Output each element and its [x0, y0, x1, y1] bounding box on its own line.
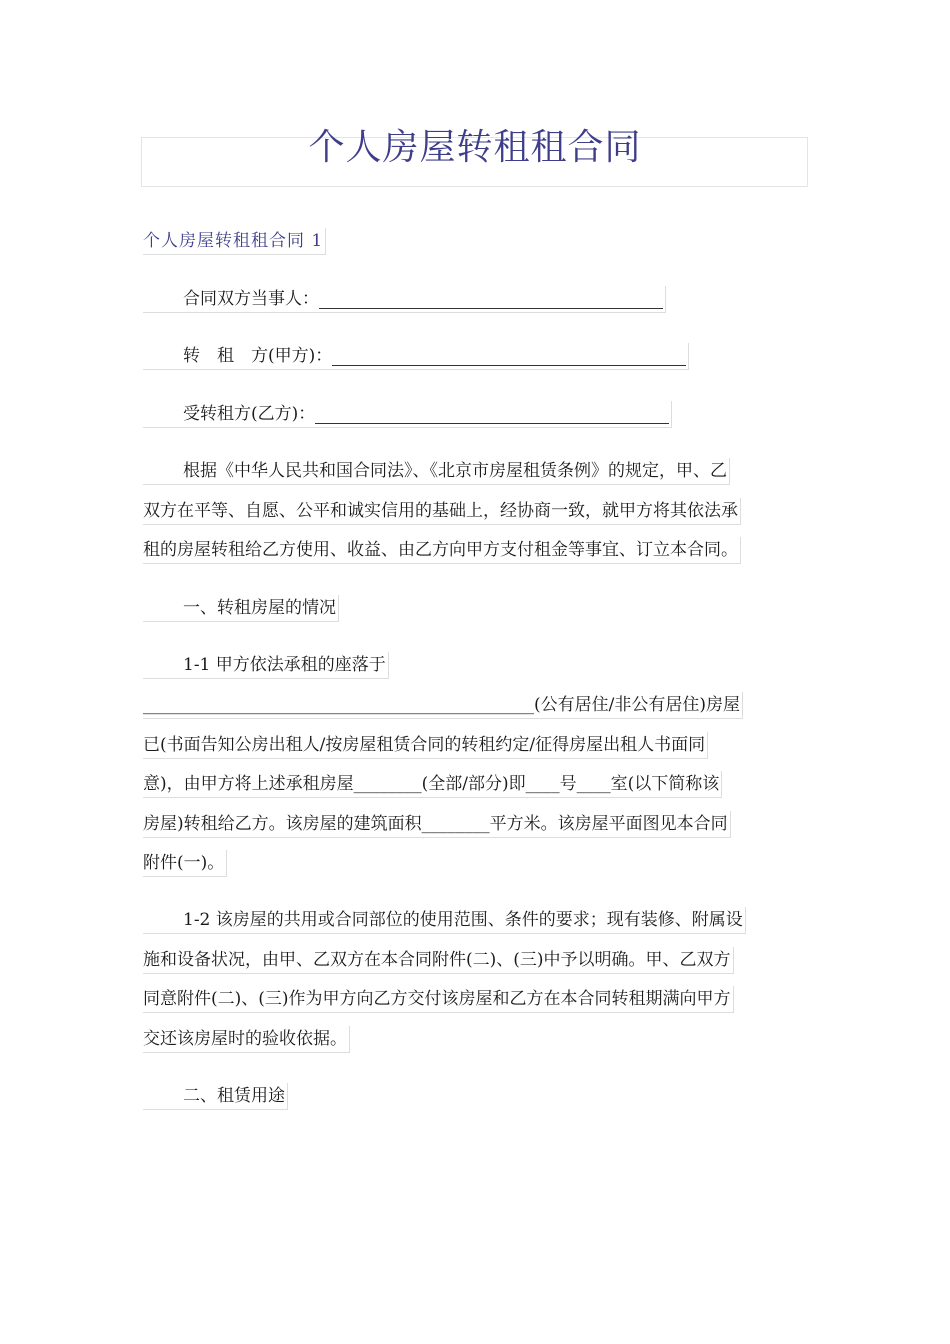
- sublessor-line: [143, 343, 689, 370]
- parties-line: [143, 286, 666, 313]
- sublessee-line: [143, 401, 672, 428]
- parties-blank: [319, 288, 663, 309]
- clause-1-1-line-4: 意)，由甲方将上述承租房屋________(全部/部分)即____号____室(以下简称该: [143, 771, 722, 798]
- sublessor-blank: [332, 345, 686, 366]
- clause-1-2-line-4: 交还该房屋时的验收依据。: [143, 1026, 350, 1053]
- document-title: 个人房屋转租租合同: [308, 127, 642, 168]
- location-blank: ______________________________________________: [143, 695, 534, 715]
- intro-line-3: 租的房屋转租给乙方使用、收益、由乙方向甲方支付租金等事宜、订立本合同。: [143, 537, 741, 564]
- parties-label: 合同双方当事人：: [183, 289, 319, 309]
- intro-line-2: 双方在平等、自愿、公平和诚实信用的基础上，经协商一致，就甲方将其依法承: [143, 498, 741, 525]
- clause-1-1-line-6: 附件(一)。: [143, 850, 227, 877]
- clause-1-1-line-3: 已(书面告知公房出租人/按房屋租赁合同的转租约定/征得房屋出租人书面同: [143, 732, 708, 759]
- clause-1-2-line-1: 1-2 该房屋的共用或合同部位的使用范围、条件的要求；现有装修、附属设: [143, 907, 746, 934]
- contract-subtitle: 个人房屋转租租合同 1: [143, 228, 326, 255]
- section-2-heading: 二、租赁用途: [143, 1083, 288, 1110]
- section-1-heading: 一、转租房屋的情况: [143, 595, 339, 622]
- housing-type-text: (公有居住/非公有居住)房屋: [534, 695, 740, 715]
- clause-1-2-line-3: 同意附件(二)、(三)作为甲方向乙方交付该房屋和乙方在本合同转租期满向甲方: [143, 986, 734, 1013]
- intro-line-1: 根据《中华人民共和国合同法》、《北京市房屋租赁条例》的规定，甲、乙: [143, 458, 730, 485]
- clause-1-1-line-2: [143, 692, 743, 719]
- clause-1-1-lead: 1-1 甲方依法承租的座落于: [143, 652, 389, 679]
- sublessor-label: 转 租 方(甲方)：: [183, 346, 333, 366]
- sublessee-blank: [315, 403, 669, 424]
- sublessee-label: 受转租方(乙方)：: [183, 404, 316, 424]
- clause-1-2-line-2: 施和设备状况，由甲、乙双方在本合同附件(二)、(三)中予以明确。甲、乙双方: [143, 947, 734, 974]
- clause-1-1-line-5: 房屋)转租给乙方。该房屋的建筑面积________平方米。该房屋平面图见本合同: [143, 811, 731, 838]
